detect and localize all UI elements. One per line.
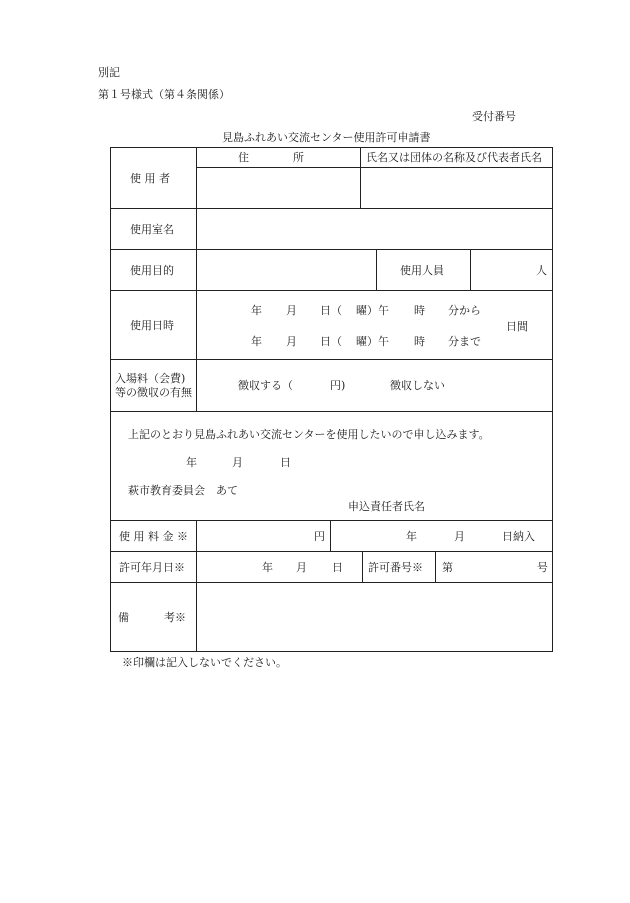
table-border-left [110,147,111,652]
permit-divider [362,551,363,583]
row-line [110,520,553,521]
purpose-divider [376,249,377,291]
statement-year: 年 [186,456,197,469]
collect-option[interactable]: 徴収する（ [238,379,293,392]
row-line [110,551,553,552]
form-number: 第１号様式（第４条関係） [98,88,230,101]
table-border-right [552,147,553,652]
applicant-name-label: 申込責任者氏名 [348,500,425,513]
room-field[interactable] [197,209,552,249]
end-minute: 分まで [448,335,481,348]
remarks-label-left: 備 [118,611,129,624]
permit-day: 日 [332,561,343,574]
statement-month: 月 [232,456,243,469]
row-line [110,411,553,412]
fee-divider [330,520,331,552]
end-year: 年 [251,335,262,348]
receipt-number-label: 受付番号 [472,110,516,123]
payment-month: 月 [454,530,465,543]
payment-day: 日納入 [502,530,535,543]
address-field[interactable] [197,168,360,208]
table-border-bottom [110,651,553,652]
name-field[interactable] [361,168,552,208]
start-month: 月 [286,304,297,317]
duration-days: 日間 [506,320,528,333]
end-month: 月 [286,335,297,348]
payment-year: 年 [406,530,417,543]
people-label: 使用人員 [400,264,444,277]
page-title: 見島ふれあい交流センター使用許可申請書 [222,131,431,144]
start-hour: 時 [414,304,425,317]
permit-number-dai: 第 [442,561,453,574]
permit-number-label: 許可番号※ [368,561,423,574]
start-minute: 分から [448,304,481,317]
remarks-field[interactable] [197,583,552,651]
purpose-field[interactable] [197,250,376,290]
permit-month: 月 [296,561,307,574]
statement-text: 上記のとおり見島ふれあい交流センターを使用したいので申し込みます。 [128,428,490,441]
start-day: 日（ [320,304,342,317]
usage-fee-label: 使 用 料 金 ※ [119,530,188,543]
datetime-label: 使用日時 [130,319,174,332]
collect-yen: 円) [330,379,346,392]
people-unit: 人 [536,264,547,277]
table-border-top [110,147,553,148]
people-field[interactable] [471,250,552,290]
permit-date-label: 許可年月日※ [119,561,185,574]
usage-fee-yen: 円 [314,530,325,543]
remarks-label-right: 考※ [164,611,186,624]
address-header: 住 所 [238,151,304,164]
user-label: 使 用 者 [130,172,170,185]
permit-no-divider [435,551,436,583]
purpose-label: 使用目的 [130,264,174,277]
addressee: 萩市教育委員会 あて [128,484,238,497]
room-label: 使用室名 [130,223,174,236]
end-day: 日（ [320,335,342,348]
statement-day: 日 [280,456,291,469]
annex-label: 別記 [98,66,120,79]
footnote: ※印欄は記入しないでください。 [122,656,287,669]
row-line [110,359,553,360]
fee-label-line1: 入場料（会費) [115,372,186,385]
name-header: 氏名又は団体の名称及び代表者氏名 [366,151,542,164]
end-hour: 時 [414,335,425,348]
permit-year: 年 [262,561,273,574]
start-year: 年 [251,304,262,317]
end-weekday: 曜）午 [356,335,389,348]
start-weekday: 曜）午 [356,304,389,317]
permit-number-go: 号 [537,561,548,574]
fee-label-line2: 等の徴収の有無 [115,386,192,399]
no-collect-option[interactable]: 徴収しない [390,379,445,392]
row-line [110,290,553,291]
